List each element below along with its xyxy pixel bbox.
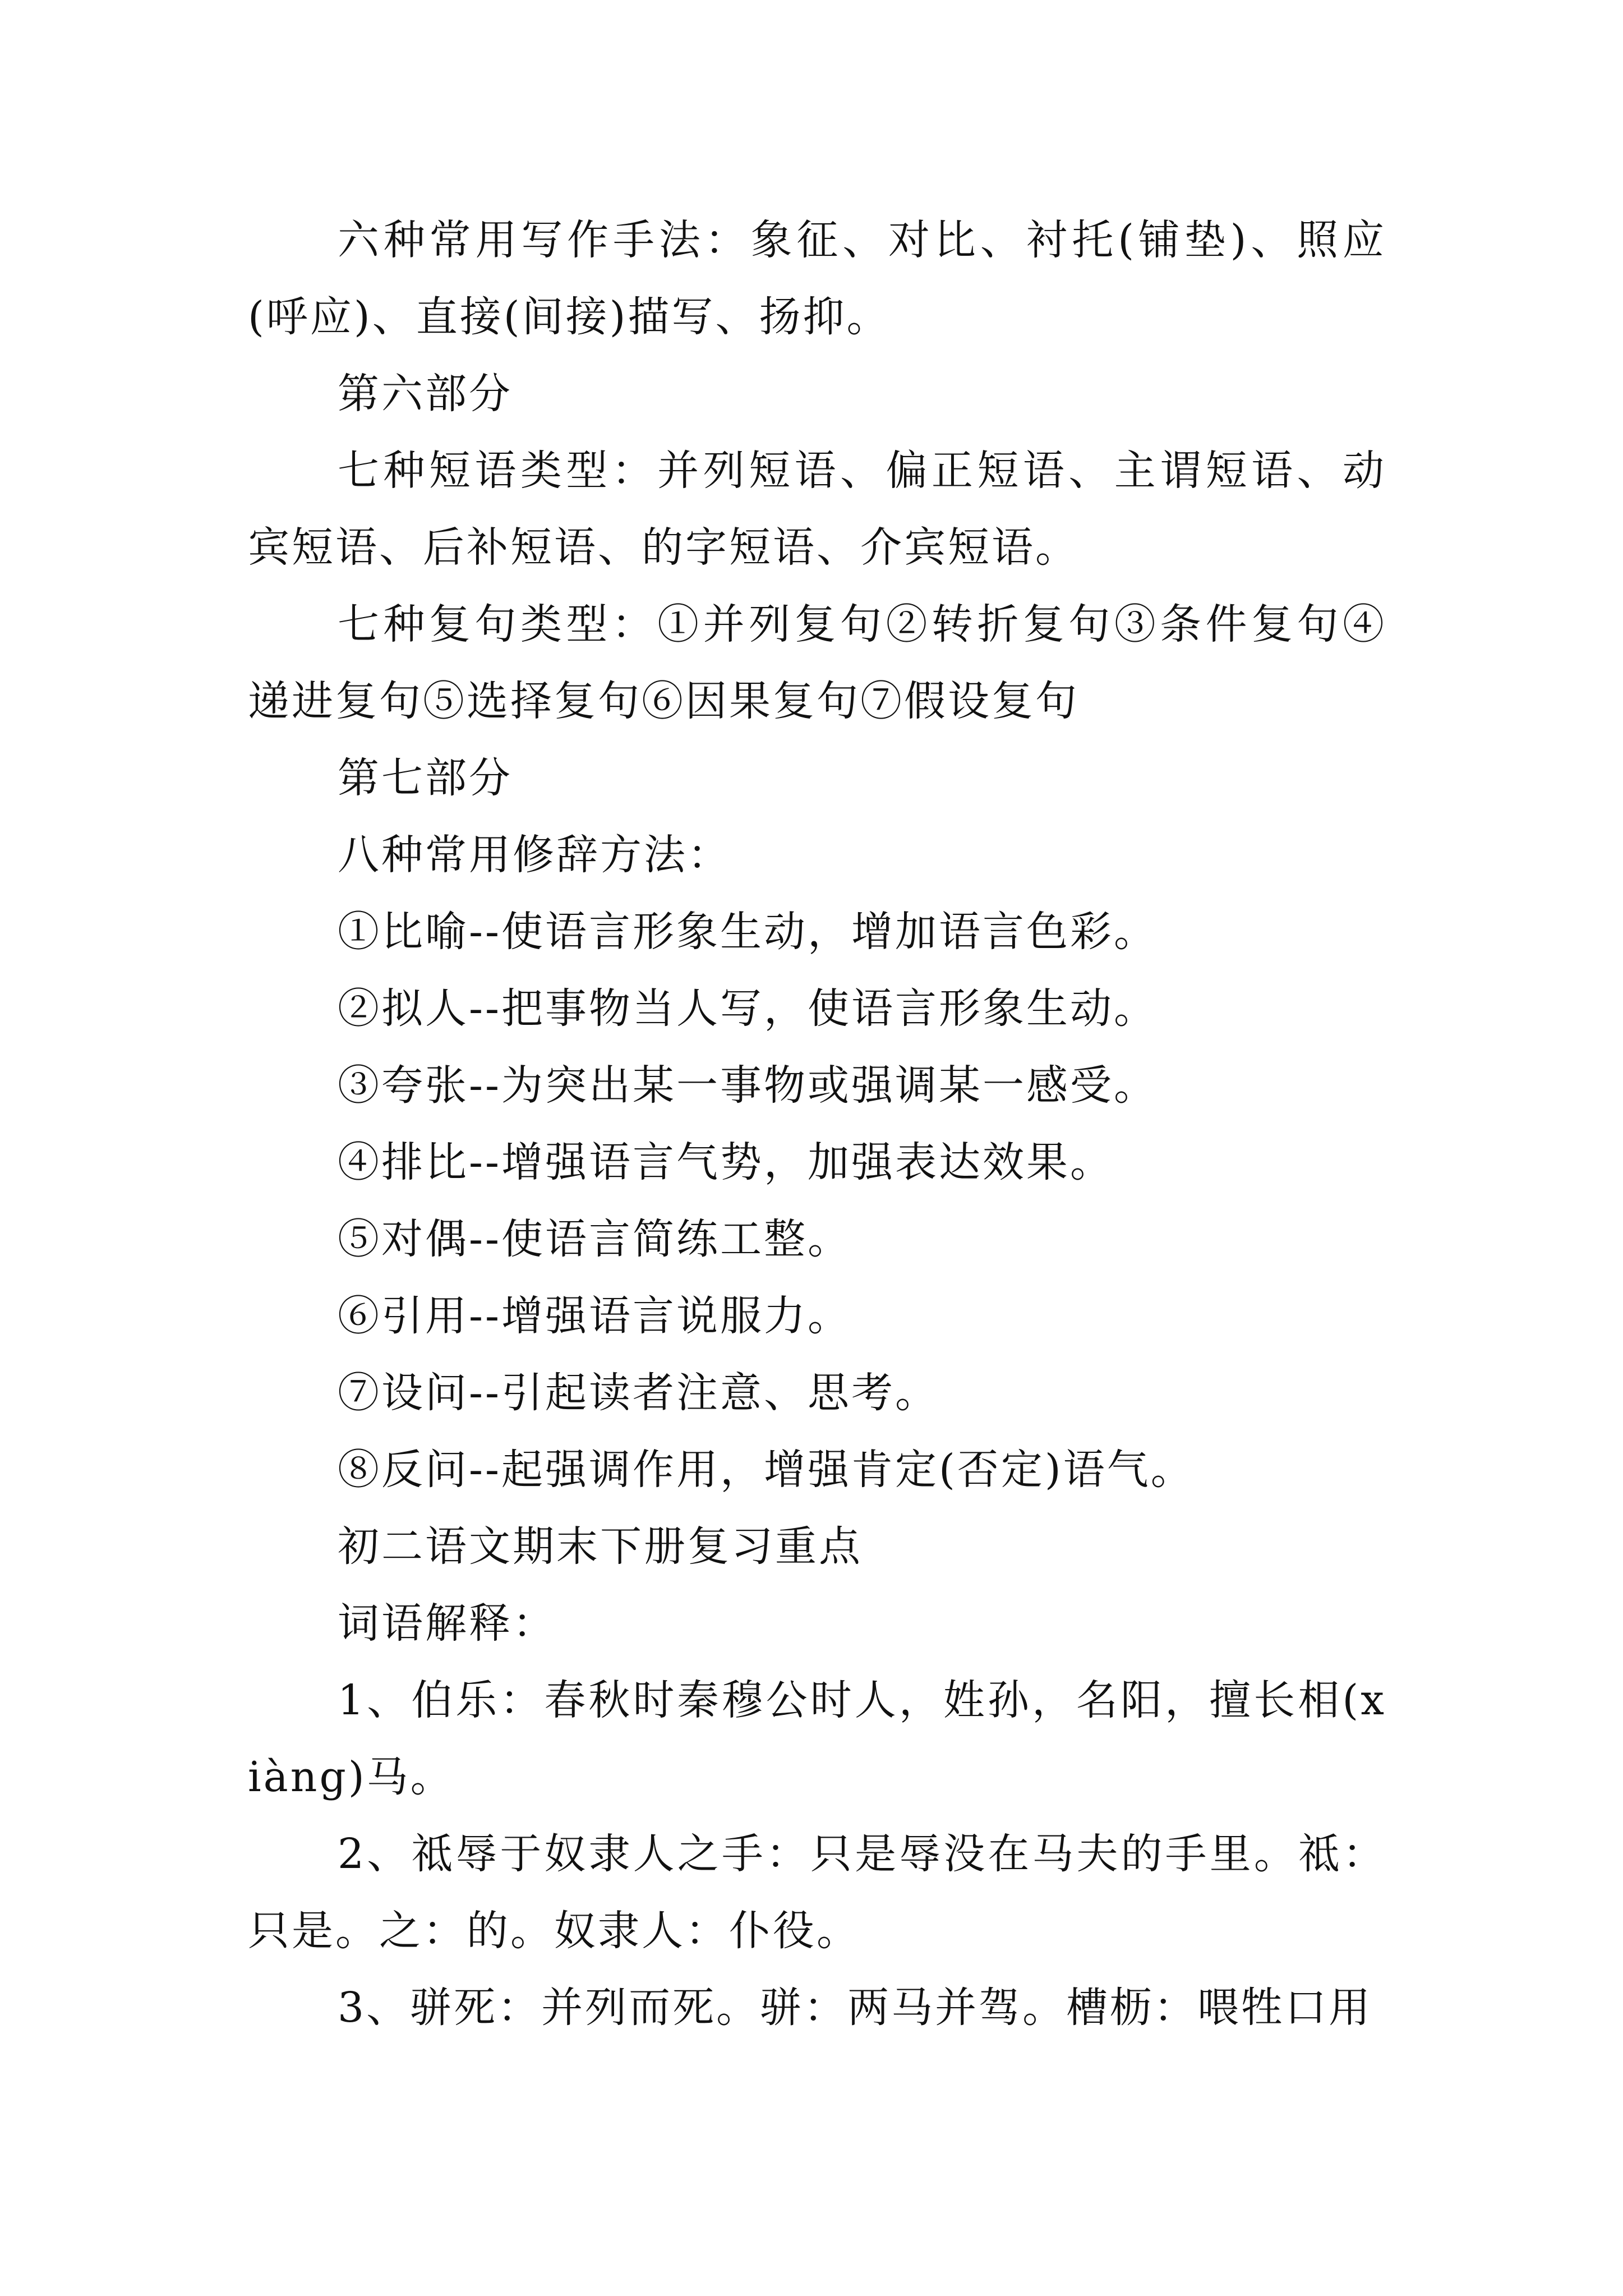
section-heading-review-points: 初二语文期末下册复习重点 [338, 1522, 863, 1571]
rhetoric-item-rhetorical-question: ⑦设问--引起读者注意、思考。 [338, 1369, 939, 1417]
rhetoric-item-hyperbole: ③夸张--为突出某一事物或强调某一感受。 [338, 1061, 1158, 1110]
rhetoric-item-quotation: ⑥引用--增强语言说服力。 [338, 1292, 852, 1340]
paragraph-phrase-types: 七种短语类型：并列短语、偏正短语、主谓短语、动宾短语、后补短语、的字短语、介宾短语。 [248, 447, 1386, 572]
document-body [248, 202, 1386, 2046]
paragraph-writing-techniques: 六种常用写作手法：象征、对比、衬托(铺垫)、照应(呼应)、直接(间接)描写、扬抑。 [248, 216, 1386, 341]
section-heading-part-six: 第六部分 [338, 370, 513, 418]
rhetoric-item-parallelism: ④排比--增强语言气势，加强表达效果。 [338, 1138, 1114, 1186]
vocabulary-item-3: 3、骈死：并列而死。骈：两马并驾。槽枥：喂牲口用 [338, 1984, 1373, 2032]
vocabulary-heading: 词语解释： [338, 1599, 556, 1648]
section-heading-part-seven: 第七部分 [338, 754, 513, 802]
rhetoric-item-personification: ②拟人--把事物当人写，使语言形象生动。 [338, 984, 1158, 1033]
vocabulary-item-2: 2、祗辱于奴隶人之手：只是辱没在马夫的手里。祗：只是。之：的。奴隶人：仆役。 [248, 1830, 1386, 1955]
rhetoric-item-antithesis: ⑤对偶--使语言简练工整。 [338, 1215, 852, 1263]
rhetoric-item-interrogation: ⑧反问--起强调作用，增强肯定(否定)语气。 [338, 1446, 1195, 1494]
rhetoric-item-metaphor: ①比喻--使语言形象生动，增加语言色彩。 [338, 908, 1158, 956]
paragraph-complex-sentence-types: 七种复句类型：①并列复句②转折复句③条件复句④递进复句⑤选择复句⑥因果复句⑦假设复句 [248, 600, 1386, 725]
vocabulary-item-1: 1、伯乐：春秋时秦穆公时人，姓孙，名阳，擅长相(xiàng)马。 [248, 1676, 1386, 1801]
rhetoric-heading: 八种常用修辞方法： [338, 831, 731, 879]
